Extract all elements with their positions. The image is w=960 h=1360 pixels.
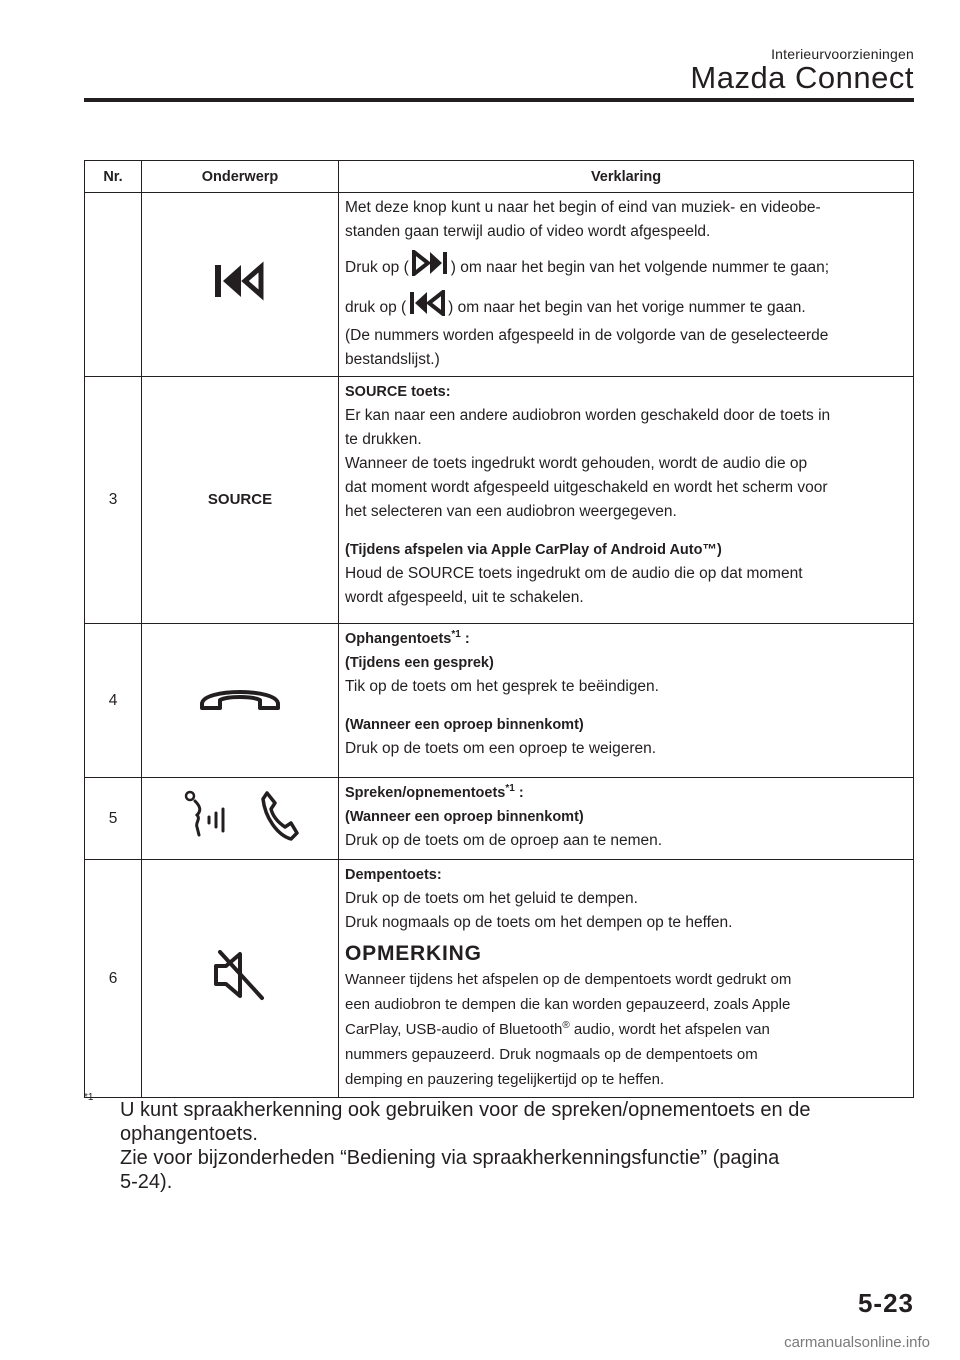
footnote-body [120, 1098, 914, 1194]
text-fragment: Druk op ( [345, 259, 409, 276]
footnote-ref: *1 [505, 783, 515, 795]
row-verklaring [339, 193, 914, 377]
text-line [345, 290, 907, 324]
text-line: Wanneer de toets ingedrukt wordt gehouden, wordt de audio die op [345, 455, 808, 472]
text-fragment: druk op ( [345, 299, 407, 316]
note-title: OPMERKING [345, 942, 482, 965]
row-onderwerp [142, 778, 339, 860]
item-heading [345, 781, 907, 805]
item-subheading: (Wanneer een oproep binnenkomt) [345, 717, 584, 733]
watermark: carmanualsonline.info [784, 1334, 930, 1351]
heading-text: Spreken/opnementoets [345, 785, 506, 801]
item-heading: SOURCE toets: [345, 384, 451, 400]
text-line: (De nummers worden afgespeeld in de volgorde van de geselecteerde [345, 327, 829, 344]
row-verklaring [339, 624, 914, 778]
text-line: bestandslijst.) [345, 351, 440, 368]
text-fragment: ) om naar het begin van het volgende nummer te gaan; [450, 259, 830, 276]
row-nr [85, 193, 142, 377]
heading-colon: : [460, 631, 470, 647]
text-line: het selecteren van een audiobron weergegeven. [345, 503, 677, 520]
note-line: nummers gepauzeerd. Druk nogmaals op de dempentoets om [345, 1046, 758, 1063]
spacer [345, 699, 907, 713]
footnote-line: U kunt spraakherkenning ook gebruiken voor de spreken/opnementoets en de [120, 1099, 811, 1121]
item-subheading: (Tijdens een gesprek) [345, 655, 494, 671]
row-verklaring [339, 860, 914, 1098]
row-onderwerp [142, 193, 339, 377]
row-verklaring [339, 377, 914, 624]
text-line: Met deze knop kunt u naar het begin of eind van muziek- en videobe- [345, 199, 821, 216]
skip-back-icon [407, 290, 447, 324]
note-fragment: audio, wordt het afspelen van [569, 1021, 770, 1038]
note-line [345, 1017, 907, 1042]
table-row-talk [85, 778, 914, 860]
footnote: *1 U kunt spraakherkenning ook gebruiken voor de spreken/opnementoets en de ophangentoets. Zie voor bijzonderheden “Bediening via spraakherkenningsfunctie” (pagina 5-24). [84, 1098, 914, 1194]
text-line: Houd de SOURCE toets ingedrukt om de audio die op dat moment [345, 565, 803, 582]
phone-hangup-icon [198, 678, 282, 724]
chapter-title: Mazda Connect [690, 60, 914, 95]
heading-text: Ophangentoets [345, 631, 452, 647]
table-header-row [85, 161, 914, 193]
text-line: Druk op de toets om een oproep te weigeren. [345, 740, 657, 757]
note-line: demping en pauzering tegelijkertijd op te heffen. [345, 1071, 665, 1088]
text-line [345, 250, 907, 284]
heading-colon: : [514, 785, 524, 801]
phone-pickup-icon [259, 789, 299, 849]
note-line: een audiobron te dempen die kan worden gepauzeerd, zoals Apple [345, 996, 791, 1013]
mute-icon [210, 948, 270, 1010]
footnote-line: ophangentoets. [120, 1123, 258, 1145]
header-verklaring: Verklaring [339, 161, 914, 193]
text-fragment: ) om naar het begin van het vorige nummer te gaan. [448, 299, 806, 316]
text-line: wordt afgespeeld, uit te schakelen. [345, 589, 584, 606]
item-subheading: (Wanneer een oproep binnenkomt) [345, 809, 584, 825]
row-nr: 6 [85, 860, 142, 1098]
page-header [690, 46, 914, 96]
controls-table [84, 160, 914, 1098]
table-row-source [85, 377, 914, 624]
note-fragment: CarPlay, USB-audio of Bluetooth [345, 1021, 563, 1038]
text-line: Druk op de toets om de oproep aan te nemen. [345, 832, 663, 849]
text-line: Druk nogmaals op de toets om het dempen op te heffen. [345, 914, 733, 931]
registered-mark: ® [562, 1020, 570, 1031]
table-row-hangup [85, 624, 914, 778]
text-line: dat moment wordt afgespeeld uitgeschakeld en wordt het scherm voor [345, 479, 828, 496]
text-line: Druk op de toets om het geluid te dempen. [345, 890, 638, 907]
footnote-line: 5-24). [120, 1171, 173, 1193]
row-nr: 5 [85, 778, 142, 860]
header-nr: Nr. [85, 161, 142, 193]
page-number: 5-23 [857, 1288, 914, 1318]
row-nr: 4 [85, 624, 142, 778]
text-line: Tik op de toets om het gesprek te beëindigen. [345, 678, 659, 695]
skip-back-icon [211, 261, 269, 309]
item-heading: Dempentoets: [345, 867, 442, 883]
spacer [345, 524, 907, 538]
row-onderwerp [142, 624, 339, 778]
table-row-mute [85, 860, 914, 1098]
text-line: te drukken. [345, 431, 422, 448]
table-row-skip [85, 193, 914, 377]
row-onderwerp [142, 860, 339, 1098]
text-line: Er kan naar een andere audiobron worden geschakeld door de toets in [345, 407, 831, 424]
footnote-ref: *1 [451, 629, 461, 641]
header-onderwerp: Onderwerp [142, 161, 339, 193]
row-verklaring [339, 778, 914, 860]
row-nr: 3 [85, 377, 142, 624]
item-heading [345, 627, 907, 651]
row-onderwerp: SOURCE [142, 377, 339, 624]
section-label: Interieurvoorzieningen [771, 46, 914, 62]
footnote-line: Zie voor bijzonderheden “Bediening via spraakherkenningsfunctie” (pagina [120, 1147, 780, 1169]
note-line: Wanneer tijdens het afspelen op de dempentoets wordt gedrukt om [345, 971, 792, 988]
header-rule [84, 98, 914, 102]
voice-talk-icon [181, 789, 237, 849]
text-line: standen gaan terwijl audio of video wordt afgespeeld. [345, 223, 711, 240]
skip-forward-icon [410, 250, 450, 284]
item-subheading: (Tijdens afspelen via Apple CarPlay of Android Auto™) [345, 542, 722, 558]
